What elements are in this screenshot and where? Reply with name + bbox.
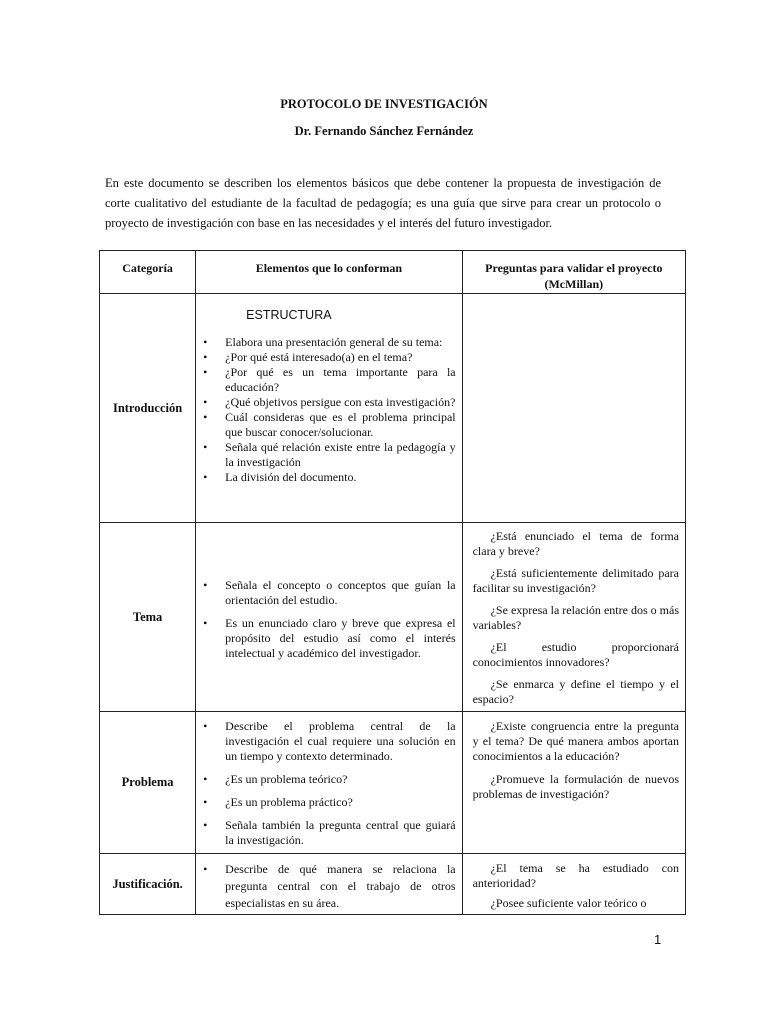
document-author: Dr. Fernando Sánchez Fernández xyxy=(294,124,474,138)
elements-cell xyxy=(196,523,462,712)
table-row xyxy=(100,712,686,854)
document-title: PROTOCOLO DE INVESTIGACIÓN xyxy=(280,97,488,111)
list-item: • ¿Es un problema teórico? xyxy=(196,772,455,787)
question-text: ¿Existe congruencia entre la pregunta y el tema? De qué manera ambos aportan conocimientos a la educación? xyxy=(472,719,679,763)
list-item: • Describe de qué manera se relaciona la pregunta central con el trabajo de otros especialistas en su área. xyxy=(196,861,455,912)
list-item: • Señala qué relación existe entre la pedagogía y la investigación xyxy=(196,440,455,470)
questions-cell xyxy=(462,294,685,523)
protocol-table xyxy=(99,250,686,915)
question-text: ¿Promueve la formulación de nuevos problemas de investigación? xyxy=(472,772,679,801)
elements-list xyxy=(196,578,461,661)
list-item: • Describe el problema central de la investigación el cual requiere una solución en un tiempo y contexto determinado. xyxy=(196,719,455,764)
page-number: 1 xyxy=(654,932,662,947)
question-text: ¿El estudio proporcionará conocimientos innovadores? xyxy=(472,640,679,669)
questions-cell xyxy=(462,712,685,854)
list-item: • Cuál consideras que es el problema principal que buscar conocer/solucionar. xyxy=(196,410,455,440)
list-item: • Señala también la pregunta central que guiará la investigación. xyxy=(196,818,455,848)
header-elements: Elementos que lo conforman xyxy=(196,251,462,294)
question-text: ¿Está suficientemente delimitado para facilitar su investigación? xyxy=(472,566,679,595)
list-item: • Es un enunciado claro y breve que expresa el propósito del estudio así como el interés intelectual y académico del investigador. xyxy=(196,616,455,661)
table-row xyxy=(100,523,686,712)
question-text: ¿Está enunciado el tema de forma clara y breve? xyxy=(472,529,679,558)
category-cell: Tema xyxy=(100,523,196,712)
questions-cell xyxy=(462,523,685,712)
list-item: • La división del documento. xyxy=(196,470,455,485)
table-row xyxy=(100,294,686,523)
elements-list xyxy=(196,335,461,485)
table-header-row xyxy=(100,251,686,294)
category-cell: Justificación. xyxy=(100,854,196,915)
category-cell: Problema xyxy=(100,712,196,854)
intro-paragraph: En este documento se describen los elementos básicos que debe contener la propuesta de investigación de corte cualitativo del estudiante de la facultad de pedagogía; es una guía que sirve para crear un protocolo o proyecto de investigación con base en las necesidades y el interés del futuro investigador. xyxy=(105,176,661,230)
category-cell: Introducción xyxy=(100,294,196,523)
list-item: • ¿Por qué es un tema importante para la educación? xyxy=(196,365,455,395)
structure-subheading: ESTRUCTURA xyxy=(246,308,332,322)
list-item: • ¿Qué objetivos persigue con esta investigación? xyxy=(196,395,455,410)
list-item: • ¿Por qué está interesado(a) en el tema? xyxy=(196,350,455,365)
table-row xyxy=(100,854,686,915)
elements-list xyxy=(196,861,461,912)
questions-cell xyxy=(462,854,685,915)
question-text: ¿Posee suficiente valor teórico o xyxy=(490,896,647,910)
question-text: ¿Se expresa la relación entre dos o más variables? xyxy=(472,603,679,632)
elements-list xyxy=(196,719,461,848)
list-item: • ¿Es un problema práctico? xyxy=(196,795,455,810)
elements-cell xyxy=(196,294,462,523)
elements-cell xyxy=(196,854,462,915)
header-questions: Preguntas para validar el proyecto (McMillan) xyxy=(462,251,685,294)
question-text: ¿El tema se ha estudiado con anterioridad? xyxy=(472,861,679,890)
header-category: Categoría xyxy=(100,251,196,294)
list-item: • Elabora una presentación general de su tema: xyxy=(196,335,455,350)
elements-cell xyxy=(196,712,462,854)
question-text: ¿Se enmarca y define el tiempo y el espacio? xyxy=(472,677,679,706)
list-item: • Señala el concepto o conceptos que guían la orientación del estudio. xyxy=(196,578,455,608)
